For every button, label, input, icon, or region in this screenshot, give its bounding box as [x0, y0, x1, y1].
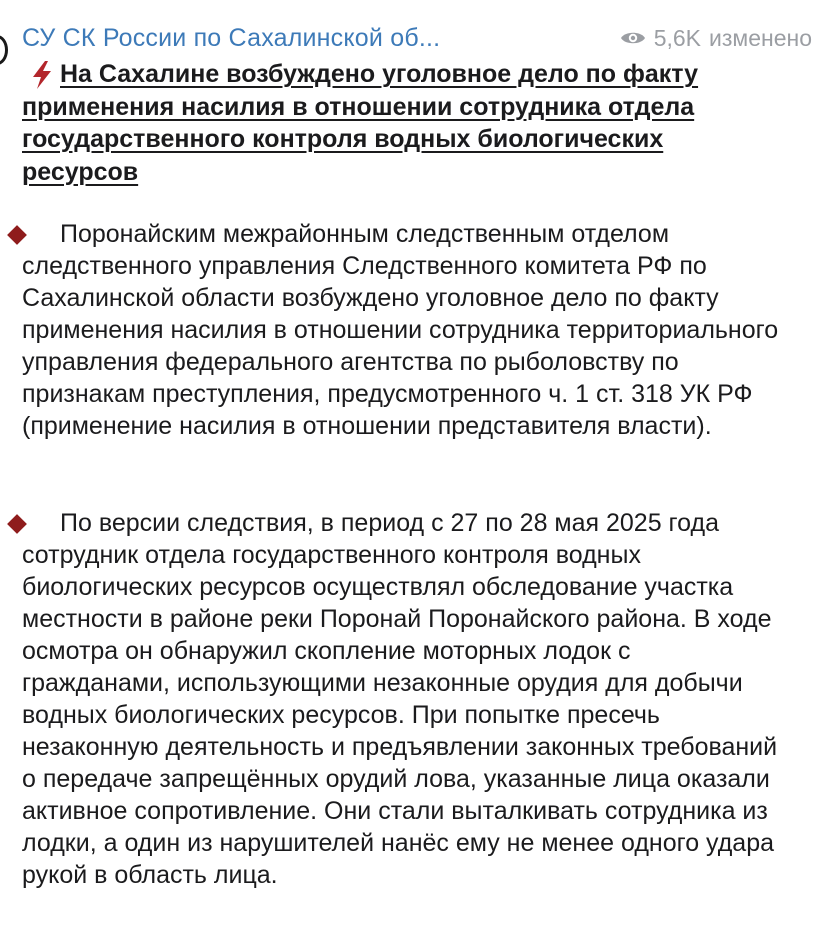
- view-count: 5,6K: [653, 24, 702, 51]
- channel-name-link[interactable]: СУ СК России по Сахалинской об...: [22, 24, 441, 52]
- post-paragraph-2: По версии следствия, в период с 27 по 28 мая 2025 года сотрудник отдела государственного контроля водных биологических ресурсов осуществлял обследование участка местности в районе реки Поронай Поронайского района. В ходе осмотра он обнаружил скопление моторных лодок с гражданами, использующими незаконные орудия для добычи водных биологических ресурсов. При попытке пресечь незаконную деятельность и предъявлении законных требований о передаче запрещённых орудий лова, указанные лица оказали активное сопротивление. Они стали выталкивать сотрудника из лодки, а один из нарушителей нанёс ему не менее одного удара рукой в область лица.: [22, 509, 778, 889]
- post-header: [22, 22, 812, 56]
- lightning-bolt-icon: [30, 60, 54, 90]
- post-paragraph-1: Поронайским межрайонным следственным отделом следственного управления Следственного комитета РФ по Сахалинской области возбуждено уголовное дело по факту применения насилия в отношении сотрудника территориального управления федерального агентства по рыболовству по признакам преступления, предусмотренного ч. 1 ст. 318 УК РФ (применение насилия в отношении представителя власти).: [22, 220, 779, 440]
- post-headline: На Сахалине возбуждено уголовное дело по факту применения насилия в отношении сотрудника отдела государственного контроля водных биологических ресурсов: [22, 60, 699, 186]
- headline-row: [22, 58, 782, 188]
- edited-label: изменено: [709, 24, 812, 51]
- post-meta: [620, 22, 812, 54]
- left-edge-avatar-fragment: [0, 35, 8, 65]
- eye-icon: [620, 29, 646, 47]
